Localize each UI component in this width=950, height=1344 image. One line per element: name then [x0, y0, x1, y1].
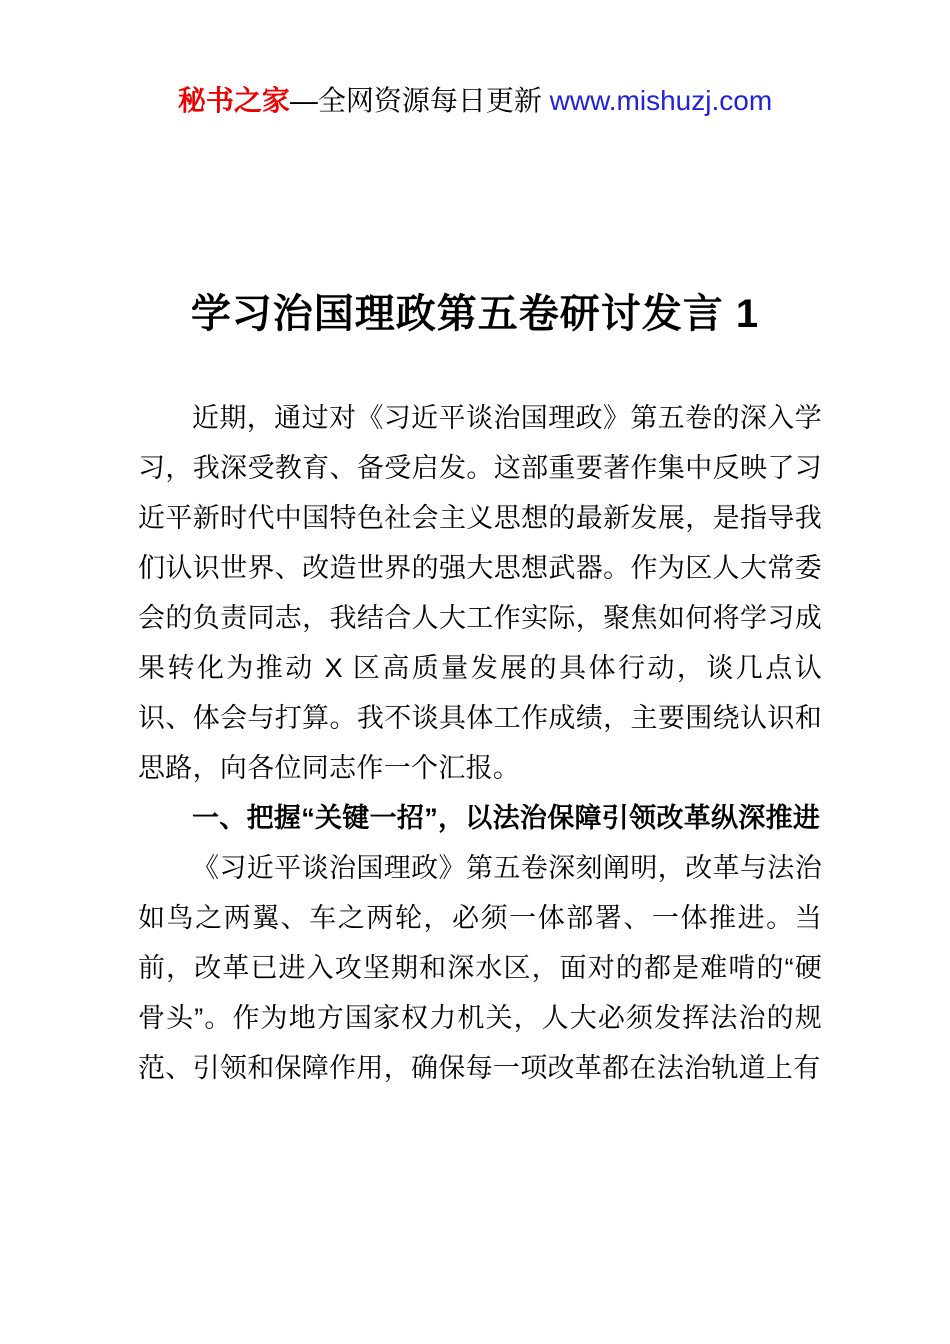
paragraph-section-1: 《习近平谈治国理政》第五卷深刻阐明，改革与法治如鸟之两翼、车之两轮，必须一体部署、一体推进。当前，改革已进入攻坚期和深水区，面对的都是难啃的“硬骨头”。作为地方国家权力机关，人大必须发挥法治的规范、引领和保障作用，确保每一项改革都在法治轨道上有	[138, 853, 822, 1083]
section-heading-1: 一、把握“关键一招”，以法治保障引领改革纵深推进	[192, 803, 821, 833]
site-url-link[interactable]: www.mishuzj.com	[549, 85, 773, 116]
site-header	[0, 84, 950, 118]
site-brand: 秘书之家	[177, 85, 290, 116]
document-body	[138, 393, 822, 1093]
page-title: 学习治国理政第五卷研讨发言 1	[190, 292, 760, 336]
site-tagline: —全网资源每日更新	[289, 85, 550, 116]
paragraph-intro: 近期，通过对《习近平谈治国理政》第五卷的深入学习，我深受教育、备受启发。这部重要著作集中反映了习近平新时代中国特色社会主义思想的最新发展，是指导我们认识世界、改造世界的强大思想武器。作为区人大常委会的负责同志，我结合人大工作实际，聚焦如何将学习成果转化为推动 X 区高质量发展的具体行动，谈几点认识、体会与打算。我不谈具体工作成绩，主要围绕认识和思路，向各位同志作一个汇报。	[138, 403, 822, 783]
